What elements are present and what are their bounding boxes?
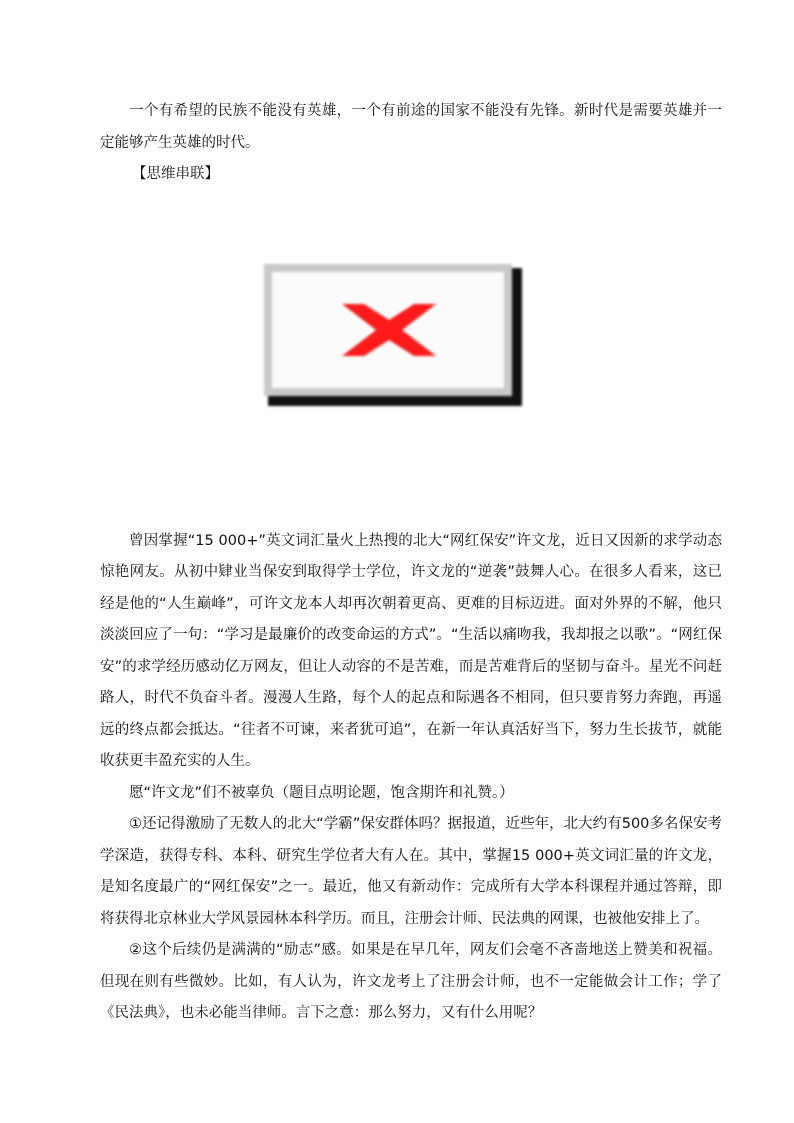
essay-title: 愿“许文龙”们不被辜负（题目点明论题，饱含期许和礼赞。） [129, 784, 514, 801]
image-shadow-bottom [268, 396, 522, 406]
section-heading: 【思维串联】 [132, 166, 219, 182]
broken-image-icon [264, 264, 522, 406]
intro-paragraph: 一个有希望的民族不能没有英雄，一个有前途的国家不能没有先锋。新时代是需要英雄并一定能够产生英雄的时代。 [100, 103, 722, 151]
body-paragraph-1: 曾因掌握“15 000+”英文词汇量火上热搜的北大“网红保安”许文龙，近日又因新的求学动态惊艳网友。从初中肄业当保安到取得学士学位，许文龙的“逆袭”鼓舞人心。在很多人看来，这已经是他的“人生巅峰”，可许文龙本人却再次朝着更高、更难的目标迈进。面对外界的不解，他只淡淡回应了一句：“学习是最廉价的改变命运的方式”。“生活以痛吻我，我却报之以歌”。“网红保安”的求学经历感动亿万网友，但让人动容的不是苦难，而是苦难背后的坚韧与奋斗。星光不问赶路人，时代不负奋斗者。漫漫人生路，每个人的起点和际遇各不相同，但只要肯努力奔跑，再遥远的终点都会抵达。“往者不可谏，来者犹可追”，在新一年认真活好当下，努力生长拔节，就能收获更丰盈充实的人生。 [100, 532, 722, 769]
article-body [100, 526, 722, 1030]
body-paragraph-3: ②这个后续仍是满满的“励志”感。如果是在早几年，网友们会毫不吝啬地送上赞美和祝福。但现在则有些微妙。比如，有人认为，许文龙考上了注册会计师，也不一定能做会计工作；学了《民法典》，也未必能当律师。言下之意：那么努力，又有什么用呢？ [100, 942, 722, 1021]
document-page [100, 96, 722, 1030]
image-placeholder [100, 191, 722, 521]
image-shadow-right [512, 268, 522, 406]
body-paragraph-2: ①还记得激励了无数人的北大“学霸”保安群体吗？据报道，近些年，北大约有500多名保安考学深造，获得专科、本科、研究生学位者大有人在。其中，掌握15 000+英文词汇量的许文龙，是知名度最广的“网红保安”之一。最近，他又有新动作：完成所有大学本科课程并通过答辩，即将获得北京林业大学风景园林本科学历。而且，注册会计师、民法典的网课，也被他安排上了。 [100, 816, 722, 927]
red-x-icon [334, 302, 444, 358]
